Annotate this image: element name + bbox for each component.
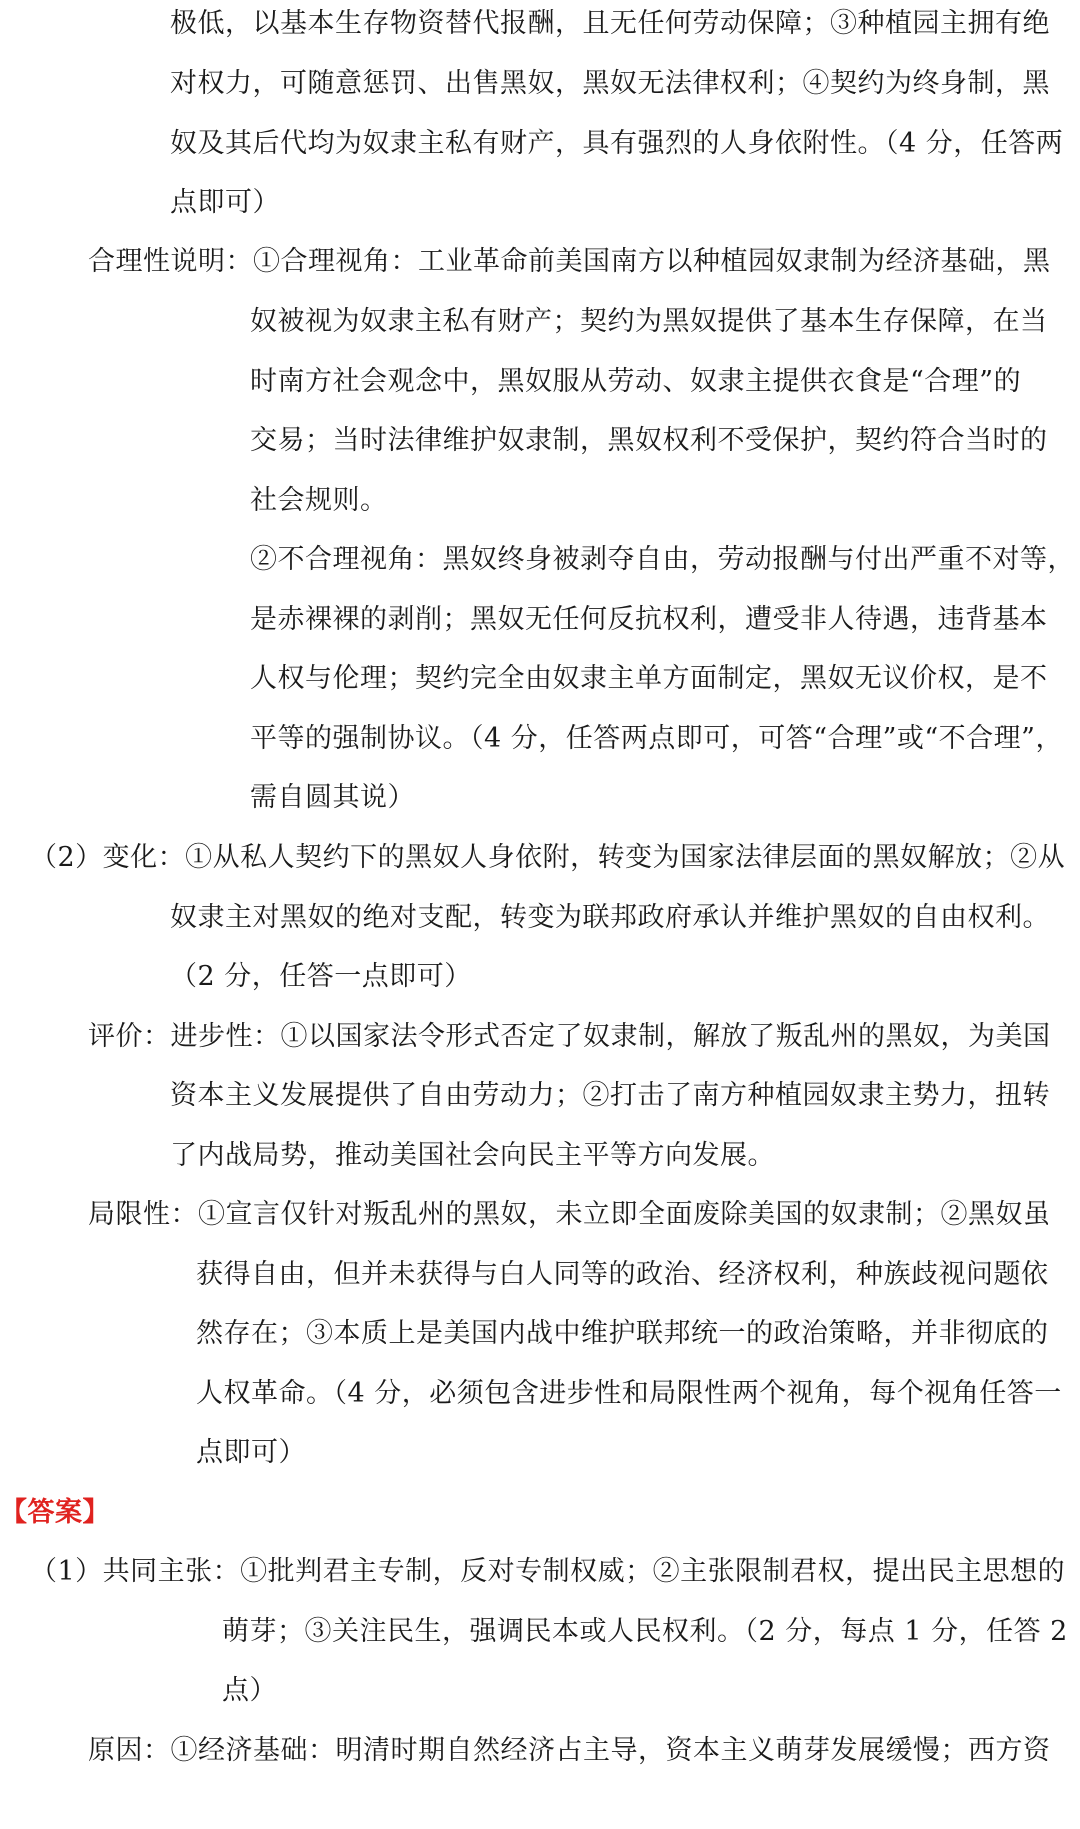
text-line: 然存在；③本质上是美国内战中维护联邦统一的政治策略，并非彻底的 (196, 1318, 1049, 1349)
text-line: 点即可） (170, 187, 280, 218)
text-line: 获得自由，但并未获得与白人同等的政治、经济权利，种族歧视问题依 (196, 1259, 1049, 1290)
text-line: 交易；当时法律维护奴隶制，黑奴权利不受保护，契约符合当时的 (250, 425, 1048, 456)
text-line: 了内战局势，推动美国社会向民主平等方向发展。 (170, 1140, 775, 1171)
text-line: 原因：①经济基础：明清时期自然经济占主导，资本主义萌芽发展缓慢；西方资 (88, 1735, 1051, 1766)
text-line: 局限性：①宣言仅针对叛乱州的黑奴，未立即全面废除美国的奴隶制；②黑奴虽 (88, 1199, 1051, 1230)
text-line: 合理性说明：①合理视角：工业革命前美国南方以种植园奴隶制为经济基础，黑 (88, 246, 1051, 277)
text-line: 奴隶主对黑奴的绝对支配，转变为联邦政府承认并维护黑奴的自由权利。 (170, 902, 1050, 933)
text-line: 时南方社会观念中，黑奴服从劳动、奴隶主提供衣食是“合理”的 (250, 366, 1022, 397)
text-line: （2 分，任答一点即可） (170, 961, 472, 992)
text-line: 需自圆其说） (250, 782, 415, 813)
text-line: ②不合理视角：黑奴终身被剥夺自由，劳动报酬与付出严重不对等， (250, 544, 1075, 575)
text-line: 奴及其后代均为奴隶主私有财产，具有强烈的人身依附性。（4 分，任答两 (170, 128, 1064, 159)
text-line: 极低，以基本生存物资替代报酬，且无任何劳动保障；③种植园主拥有绝 (170, 8, 1050, 39)
text-line: 奴被视为奴隶主私有财产；契约为黑奴提供了基本生存保障，在当 (250, 306, 1048, 337)
text-line: （1）共同主张：①批判君主专制，反对专制权威；②主张限制君权，提出民主思想的 (30, 1556, 1066, 1587)
text-line: 对权力，可随意惩罚、出售黑奴，黑奴无法律权利；④契约为终身制，黑 (170, 68, 1050, 99)
text-line: 社会规则。 (250, 485, 388, 516)
text-line: 是赤裸裸的剥削；黑奴无任何反抗权利，遭受非人待遇，违背基本 (250, 604, 1048, 635)
text-line: 评价：进步性：①以国家法令形式否定了奴隶制，解放了叛乱州的黑奴，为美国 (88, 1021, 1051, 1052)
text-line: 萌芽；③关注民生，强调民本或人民权利。（2 分，每点 1 分，任答 2 (222, 1616, 1068, 1647)
answer-heading: 【答案】 (0, 1497, 110, 1528)
text-line: （2）变化：①从私人契约下的黑奴人身依附，转变为国家法律层面的黑奴解放；②从 (30, 842, 1066, 873)
text-line: 点） (222, 1675, 277, 1706)
text-line: 资本主义发展提供了自由劳动力；②打击了南方种植园奴隶主势力，扭转 (170, 1080, 1050, 1111)
text-line: 人权革命。（4 分，必须包含进步性和局限性两个视角，每个视角任答一 (196, 1378, 1062, 1409)
text-line: 点即可） (196, 1437, 306, 1468)
text-line: 人权与伦理；契约完全由奴隶主单方面制定，黑奴无议价权，是不 (250, 663, 1048, 694)
text-line: 平等的强制协议。（4 分，任答两点即可，可答“合理”或“不合理”， (250, 723, 1063, 754)
